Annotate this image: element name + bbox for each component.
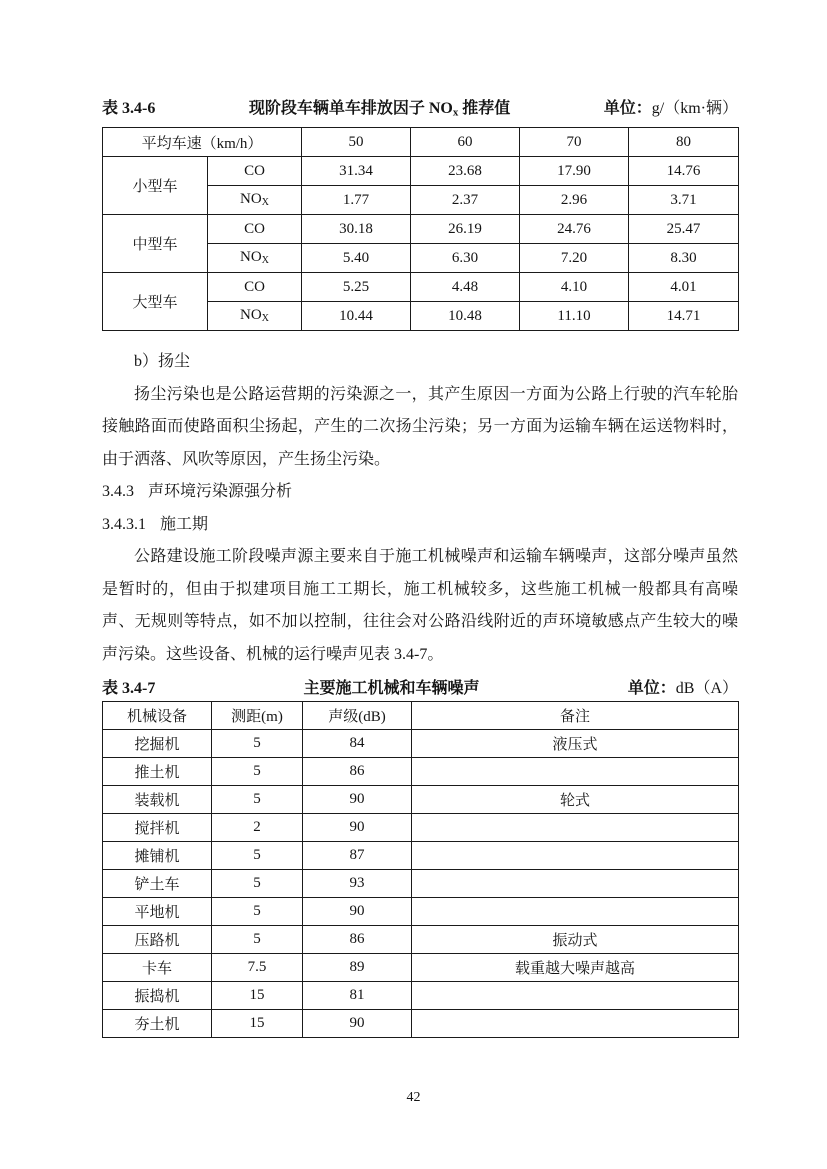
value-cell: 6.30 [411,244,520,273]
value-cell: 30.18 [302,215,411,244]
note-cell [412,758,739,786]
table-row [103,814,739,842]
table-row [103,215,739,244]
table-row [103,842,739,870]
distance-cell: 15 [212,982,303,1010]
distance-cell: 5 [212,898,303,926]
value-cell: 7.20 [520,244,629,273]
value-cell: 4.01 [629,273,739,302]
value-cell: 23.68 [411,157,520,186]
construction-paragraph: 公路建设施工阶段噪声源主要来自于施工机械噪声和运输车辆噪声，这部分噪声虽然是暂时的，但由于拟建项目施工工期长，施工机械较多，这些施工机械一般都具有高噪声、无规则等特点，如不加以控制，往往会对公路沿线附近的声环境敏感点产生较大的噪声污染。这些设备、机械的运行噪声见表 3.4-7。 [102,548,738,663]
value-cell: 5.40 [302,244,411,273]
table-3-4-6-caption [102,98,738,123]
machine-name-cell: 挖掘机 [103,730,212,758]
table-row [103,730,739,758]
level-cell: 93 [303,870,412,898]
level-cell: 86 [303,758,412,786]
section-number: 3.4.3 [102,483,134,500]
note-cell [412,842,739,870]
nox-subscript: X [261,313,270,325]
table-3-4-7-wrap [102,701,738,1038]
table-row [103,273,739,302]
level-cell: 87 [303,842,412,870]
col-header-note: 备注 [412,702,739,730]
pollutant-nox: $NO_X$ [208,302,302,331]
value-cell: 25.47 [629,215,739,244]
table-header-row [103,702,739,730]
note-cell [412,814,739,842]
machine-name-cell: 压路机 [103,926,212,954]
table-row [103,128,739,157]
table-3-4-6 [102,127,739,331]
table-3-4-6-wrap [102,127,738,331]
vehicle-large: 大型车 [103,273,208,331]
value-cell: 17.90 [520,157,629,186]
nox-subscript: X [261,197,270,209]
value-cell: 1.77 [302,186,411,215]
section-3-4-3-heading [102,476,738,509]
value-cell: 4.10 [520,273,629,302]
level-cell: 84 [303,730,412,758]
machine-name-cell: 平地机 [103,898,212,926]
level-cell: 90 [303,786,412,814]
machine-name-cell: 搅拌机 [103,814,212,842]
value-cell: 8.30 [629,244,739,273]
table-row [103,1010,739,1038]
table-3-4-6-unit: 单位：g/（km·辆） [603,100,738,117]
note-cell: 液压式 [412,730,739,758]
distance-cell: 15 [212,1010,303,1038]
pollutant-nox: $NO_X$ [208,244,302,273]
table-3-4-7-title: 主要施工机械和车辆噪声 [303,680,480,697]
value-cell: 31.34 [302,157,411,186]
level-cell: 89 [303,954,412,982]
table-3-4-7-caption [102,678,738,700]
distance-cell: 5 [212,786,303,814]
dust-heading: b）扬尘 [134,353,191,370]
pollutant-co: CO [208,273,302,302]
machine-name-cell: 装载机 [103,786,212,814]
value-cell: 3.71 [629,186,739,215]
table-row [103,926,739,954]
machine-name-cell: 摊铺机 [103,842,212,870]
note-cell [412,982,739,1010]
speed-70: 70 [520,128,629,157]
table-row [103,758,739,786]
pollutant-nox: $NO_X$ [208,186,302,215]
distance-cell: 5 [212,758,303,786]
level-cell: 81 [303,982,412,1010]
note-cell [412,898,739,926]
value-cell: 11.10 [520,302,629,331]
speed-80: 80 [629,128,739,157]
table-row [103,954,739,982]
note-cell: 振动式 [412,926,739,954]
distance-cell: 5 [212,842,303,870]
value-cell: 14.71 [629,302,739,331]
table-3-4-6-label: 表 3.4-6 [102,100,156,117]
note-cell [412,870,739,898]
value-cell: 10.44 [302,302,411,331]
machine-name-cell: 卡车 [103,954,212,982]
section-number: 3.4.3.1 [102,515,146,533]
table-row [103,982,739,1010]
speed-60: 60 [411,128,520,157]
page-number: 42 [406,1090,421,1105]
table-row [103,157,739,186]
machine-name-cell: 铲土车 [103,870,212,898]
nox-subscript: X [261,255,270,267]
table-3-4-7-unit: 单位：dB（A） [627,680,738,697]
col-header-machine: 机械设备 [103,702,212,730]
machine-name-cell: 振捣机 [103,982,212,1010]
note-cell: 轮式 [412,786,739,814]
pollutant-co: CO [208,157,302,186]
level-cell: 90 [303,814,412,842]
distance-cell: 7.5 [212,954,303,982]
col-header-level: 声级(dB) [303,702,412,730]
value-cell: 2.96 [520,186,629,215]
distance-cell: 5 [212,870,303,898]
value-cell: 26.19 [411,215,520,244]
speed-header-cell: 平均车速（km/h） [103,128,302,157]
table-3-4-7 [102,701,739,1038]
section-title: 施工期 [160,515,209,533]
table-row [103,898,739,926]
value-cell: 14.76 [629,157,739,186]
nox-subscript: x [452,106,459,119]
section-title: 声环境污染源强分析 [148,483,293,500]
level-cell: 86 [303,926,412,954]
col-header-distance: 测距(m) [212,702,303,730]
vehicle-medium: 中型车 [103,215,208,273]
level-cell: 90 [303,898,412,926]
note-cell: 载重越大噪声越高 [412,954,739,982]
distance-cell: 5 [212,926,303,954]
value-cell: 10.48 [411,302,520,331]
machine-name-cell: 夯土机 [103,1010,212,1038]
level-cell: 90 [303,1010,412,1038]
pollutant-co: CO [208,215,302,244]
table-row [103,786,739,814]
distance-cell: 2 [212,814,303,842]
dust-paragraph: 扬尘污染也是公路运营期的污染源之一，其产生原因一方面为公路上行驶的汽车轮胎接触路面而使路面积尘扬起，产生的二次扬尘污染；另一方面为运输车辆在运送物料时，由于洒落、风吹等原因，产生扬尘污染。 [102,385,738,468]
value-cell: 24.76 [520,215,629,244]
value-cell: 5.25 [302,273,411,302]
table-3-4-6-title: 现阶段车辆单车排放因子 $NO_x$ 推荐值 [248,100,511,119]
speed-50: 50 [302,128,411,157]
section-3-4-3-1-heading [102,509,738,542]
machine-name-cell: 推土机 [103,758,212,786]
body-text [102,346,738,671]
value-cell: 2.37 [411,186,520,215]
vehicle-small: 小型车 [103,157,208,215]
table-3-4-7-label: 表 3.4-7 [102,680,156,697]
distance-cell: 5 [212,730,303,758]
note-cell [412,1010,739,1038]
value-cell: 4.48 [411,273,520,302]
table-row [103,870,739,898]
